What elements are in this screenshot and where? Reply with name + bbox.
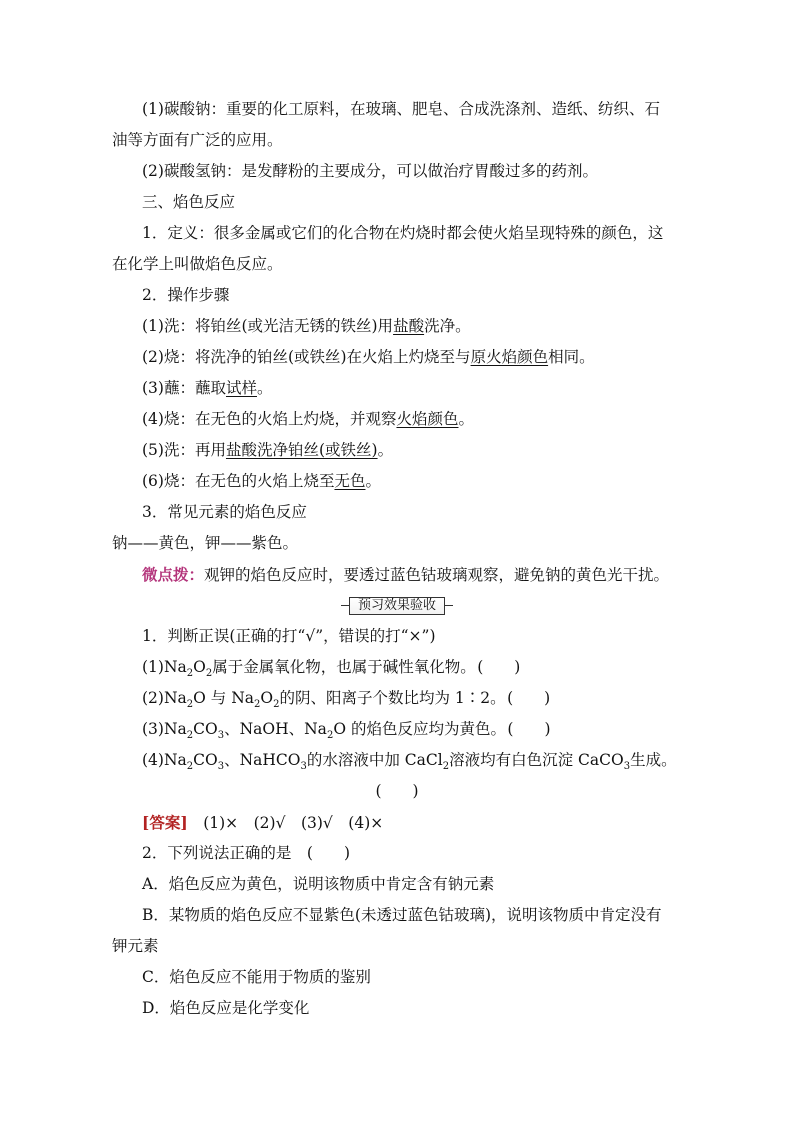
underlined-answer: 火焰颜色 [396,410,459,428]
subscript: 2 [326,730,334,742]
subscript: 2 [273,699,280,711]
heading-flame-reaction: 三、焰色反应 [142,193,236,211]
step-4 [112,404,682,435]
text: (1)Na [142,658,187,676]
subscript: 3 [300,761,307,773]
text: (2)烧：将洗净的铂丝(或铁丝)在火焰上灼烧至与 [142,348,471,366]
subscript: 2 [205,668,213,680]
tip-label: 微点拨： [142,565,205,584]
subscript: 2 [186,668,194,680]
subscript: 2 [186,730,194,742]
text: CO [193,720,218,738]
answer-blank: ( ) [306,844,350,862]
question-2-option-b-cont: 钾元素 [112,937,159,955]
answer-blank: ( ) [507,720,551,738]
text: 的水溶液中加 CaCl [306,751,443,769]
question-2-option-b: B．某物质的焰色反应不显紫色(未透过蓝色钴玻璃)，说明该物质中肯定没有 [142,906,662,924]
question-1-title: 1．判断正误(正确的打“√”，错误的打“×”) [142,627,436,645]
section-banner [112,590,682,621]
underlined-answer: 无色 [334,472,366,490]
text: 、NaOH、Na [224,720,327,738]
answer-label: [答案] [142,813,188,832]
paragraph-sodium-carbonate [112,94,682,125]
document-page [112,94,682,1024]
tip-line [112,559,682,590]
text: 洗净。 [424,317,471,335]
text: (5)洗：再用 [142,441,226,459]
step-3 [112,373,682,404]
text: 。 [256,379,273,397]
question-2-option-a: A．焰色反应为黄色，说明该物质中肯定含有钠元素 [142,875,495,893]
question-1-item-2 [112,683,682,714]
answer-blank: ( ) [507,689,551,707]
text: (1)碳酸钠：重要的化工原料，在玻璃、肥皂、合成洗涤剂、造纸、纺织、石 [142,100,660,118]
text: (3)Na [142,720,187,738]
text: O 与 Na [193,689,255,707]
underlined-answer: 盐酸 [393,317,425,335]
text: (1)洗：将铂丝(或光洁无锈的铁丝)用 [142,317,394,335]
subscript: 3 [217,761,225,773]
subscript: 2 [186,699,194,711]
question-2-option-d: D．焰色反应是化学变化 [142,999,310,1017]
question-1-answer [112,807,682,838]
question-2-option-c: C．焰色反应不能用于物质的鉴别 [142,968,371,986]
subscript: 2 [186,761,194,773]
question-2-title [112,838,682,869]
text: 生成。 [630,751,677,769]
paragraph-sodium-bicarbonate: (2)碳酸氢钠：是发酵粉的主要成分，可以做治疗胃酸过多的药剂。 [142,162,598,180]
text: CO [193,751,218,769]
text: 油等方面有广泛的应用。 [112,131,283,149]
subscript: 3 [217,730,225,742]
text: 相同。 [548,348,595,366]
paragraph-sodium-carbonate-cont [112,125,682,156]
text: 。 [365,472,381,490]
text: 。 [377,441,394,459]
section-banner-label: 预习效果验收 [349,597,445,615]
text: (4)Na [142,751,187,769]
text: (2)Na [142,689,187,707]
text: 属于金属氧化物，也属于碱性氧化物。 [212,658,476,676]
text: O 的焰色反应均为黄色。 [333,720,506,738]
steps-title: 2．操作步骤 [142,286,230,304]
text: 的阴、阳离子个数比均为 1∶2。 [279,689,506,707]
question-1-item-3 [112,714,682,745]
text: 。 [458,410,474,428]
text: (6)烧：在无色的火焰上烧至 [142,472,335,490]
common-elements-text: 钠——黄色，钾——紫色。 [112,534,299,552]
underlined-answer: 试样 [225,379,257,397]
question-1-item-4-blank: ( ) [375,782,419,800]
step-6 [112,466,682,497]
text: O [260,689,274,707]
question-1-item-1 [112,652,682,683]
underlined-answer: 原火焰颜色 [470,348,549,366]
subscript: 2 [254,699,261,711]
subscript: 2 [442,761,450,773]
text: 2．下列说法正确的是 [142,844,292,862]
answer-text: (1)× (2)√ (3)√ (4)× [203,814,384,832]
underlined-answer: 盐酸洗净铂丝(或铁丝) [225,441,378,459]
step-2 [112,342,682,373]
text: 溶液均有白色沉淀 CaCO [449,751,624,769]
step-5 [112,435,682,466]
text: O [193,658,206,676]
question-1-item-4 [112,745,682,776]
subscript: 3 [623,761,631,773]
text: (3)蘸：蘸取 [142,379,226,397]
definition-line-1: 1．定义：很多金属或它们的化合物在灼烧时都会使火焰呈现特殊的颜色，这 [142,224,664,242]
answer-blank: ( ) [477,658,521,676]
text: (4)烧：在无色的火焰上灼烧，并观察 [142,410,397,428]
definition-line-2: 在化学上叫做焰色反应。 [112,255,283,273]
common-elements-title: 3．常见元素的焰色反应 [142,503,307,521]
tip-text: 观钾的焰色反应时，要透过蓝色钴玻璃观察，避免钠的黄色光干扰。 [204,566,670,584]
step-1 [112,311,682,342]
text: 、NaHCO [224,751,301,769]
